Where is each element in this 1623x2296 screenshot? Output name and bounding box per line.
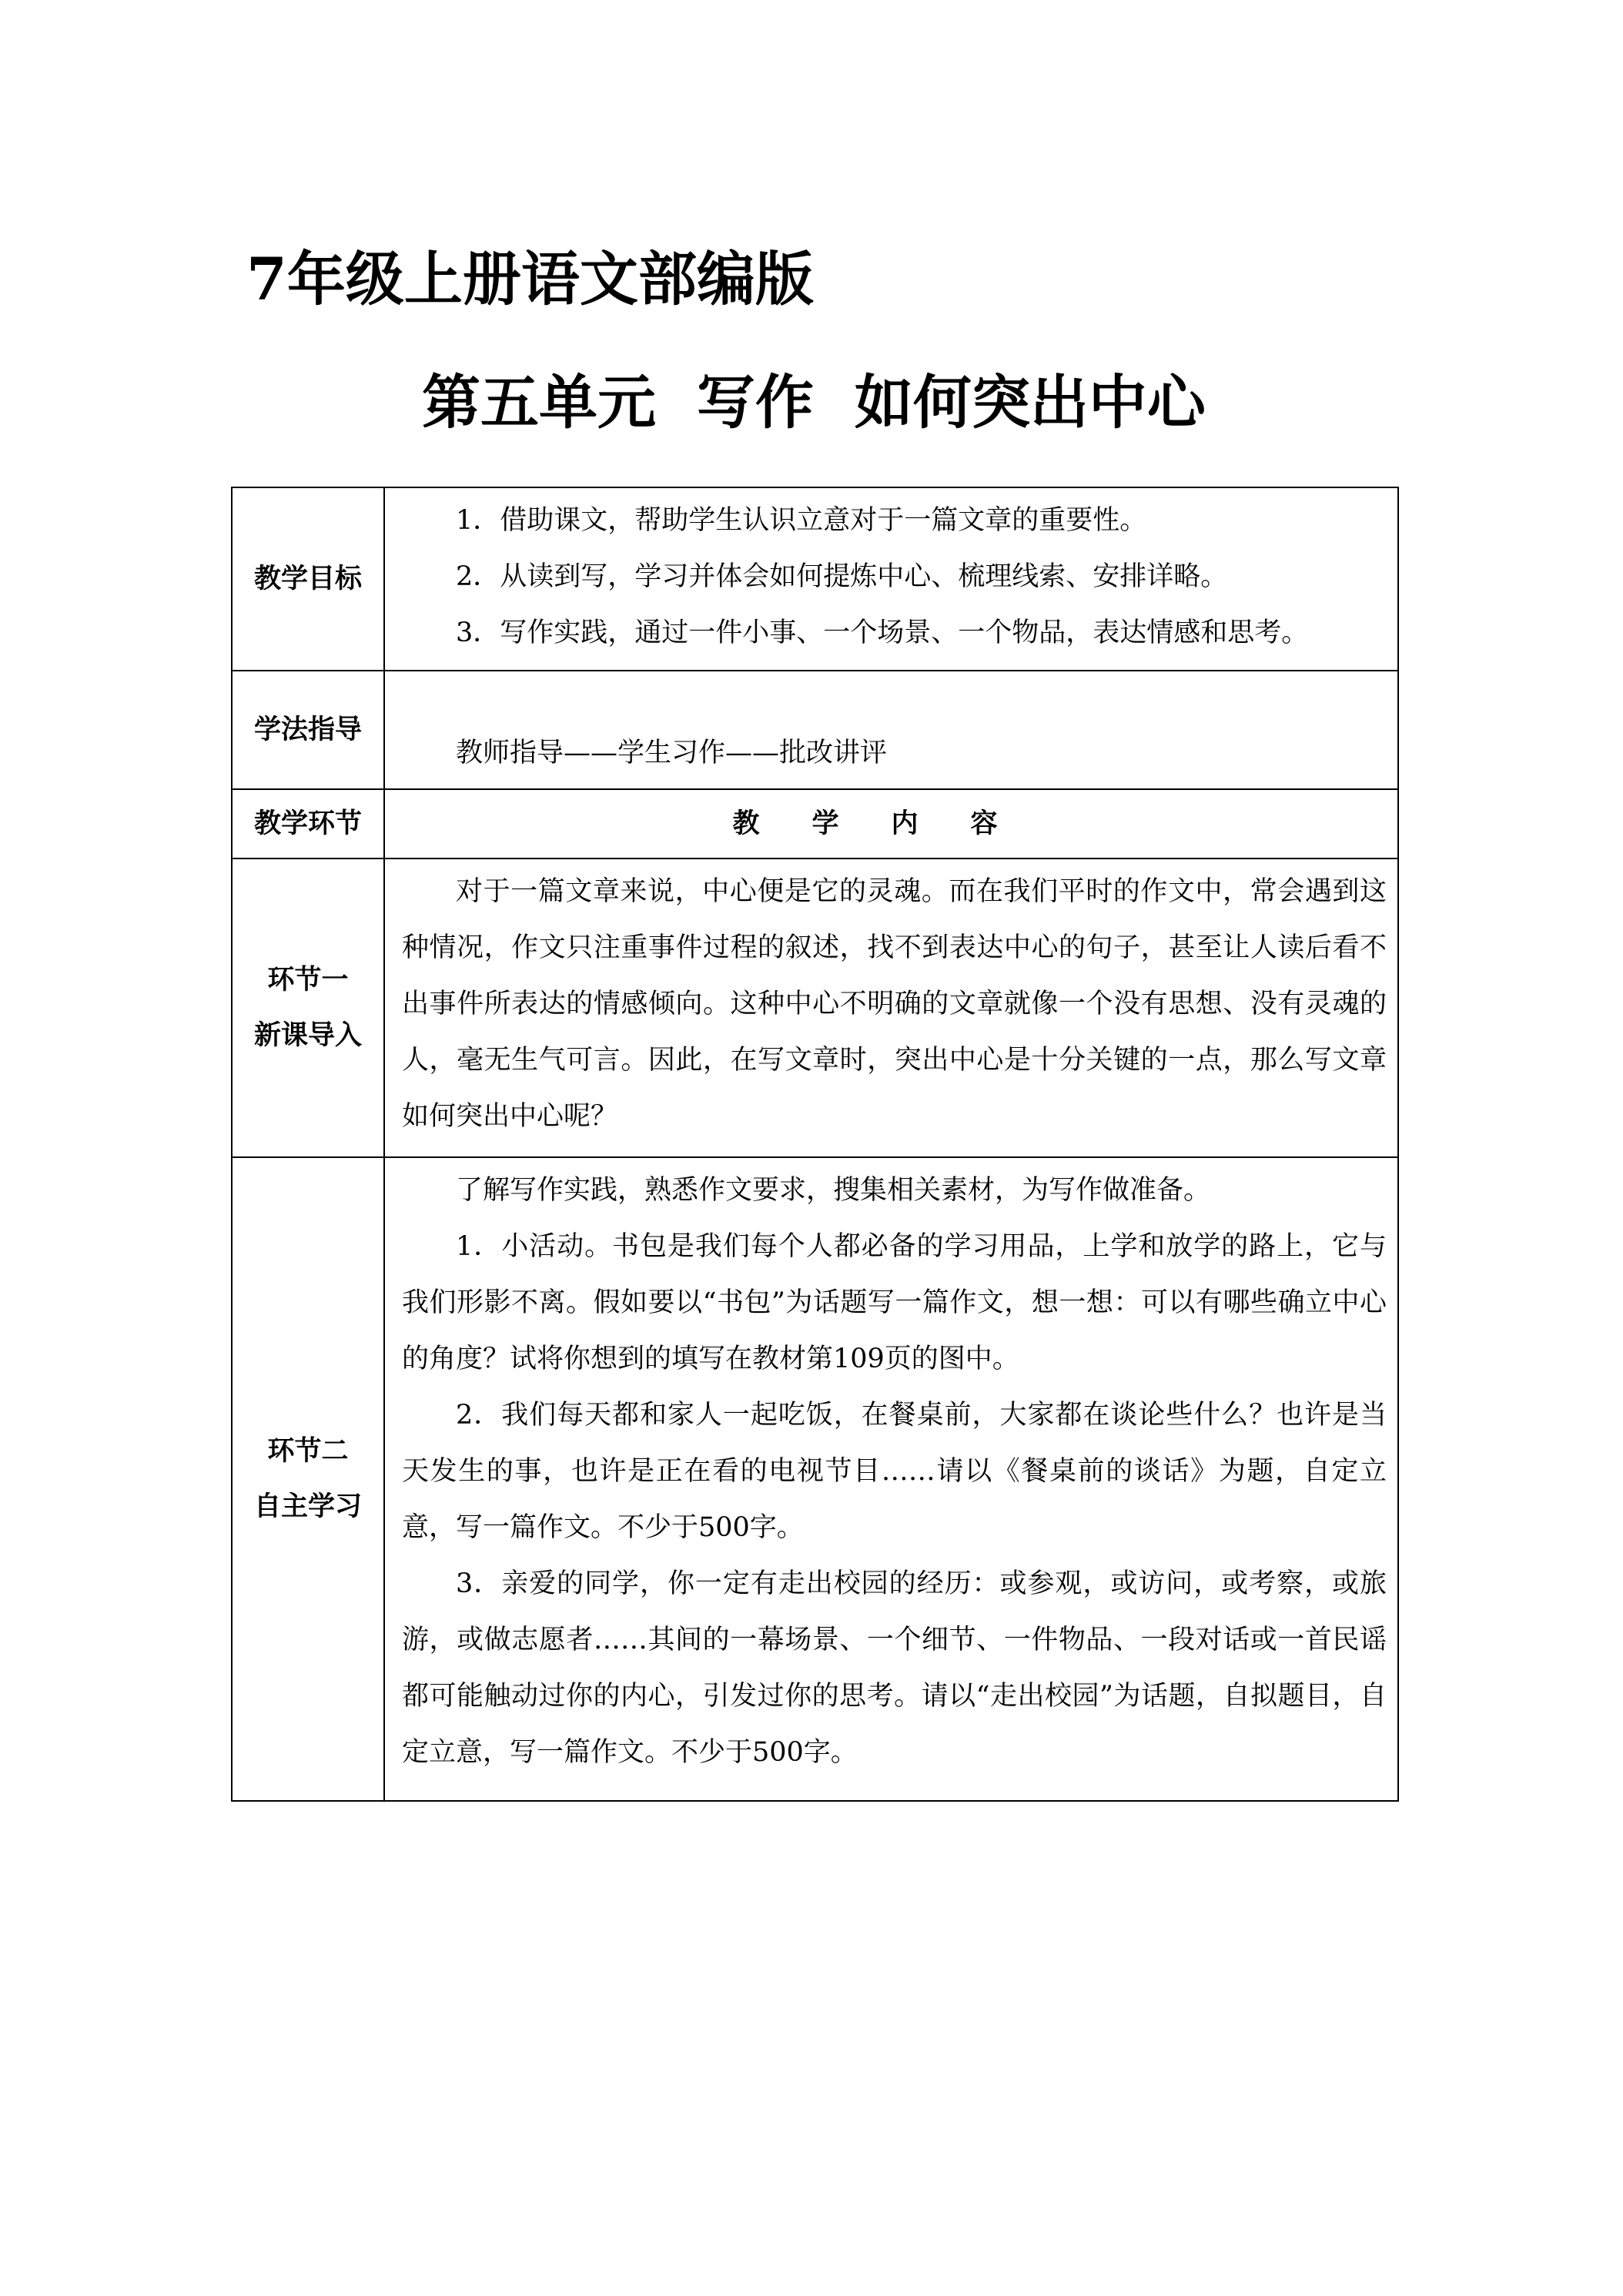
lesson-plan-table bbox=[231, 487, 1399, 1802]
document-grade-title: 7年级上册语文部编版 bbox=[246, 245, 814, 313]
step-2-intro-paragraph: 了解写作实践，熟悉作文要求，搜集相关素材，为写作做准备。 bbox=[456, 1175, 1211, 1206]
teaching-goals-cell bbox=[384, 487, 1398, 671]
step-1-number: 环节一 bbox=[267, 964, 349, 996]
goal-item-2: 2．从读到写，学习并体会如何提炼中心、梳理线索、安排详略。 bbox=[456, 561, 1228, 592]
row-label-step-2 bbox=[232, 1157, 384, 1801]
step-1-name: 新课导入 bbox=[253, 1019, 362, 1051]
step-2-task-2: 2．我们每天都和家人一起吃饭，在餐桌前，大家都在谈论些什么？也许是当天发生的事，也许是正在看的电视节目……请以《餐桌前的谈话》为题，自定立意，写一篇作文。不少于500字。 bbox=[402, 1400, 1387, 1543]
document-unit-title: 第五单元 写作 如何突出中心 bbox=[422, 368, 1206, 437]
table-row-heading bbox=[232, 789, 1398, 858]
column-label-teaching-step: 教学环节 bbox=[232, 789, 384, 858]
goal-item-3: 3．写作实践，通过一件小事、一个场景、一个物品，表达情感和思考。 bbox=[456, 618, 1309, 648]
row-label-step-1 bbox=[232, 858, 384, 1157]
step-1-content-cell bbox=[384, 858, 1398, 1157]
method-guide-text: 教师指导——学生习作——批改讲评 bbox=[456, 738, 888, 768]
step-2-name: 自主学习 bbox=[253, 1491, 362, 1522]
goal-item-1: 1．借助课文，帮助学生认识立意对于一篇文章的重要性。 bbox=[456, 505, 1147, 536]
step-2-number: 环节二 bbox=[267, 1435, 349, 1467]
table-row-teaching-goals bbox=[232, 487, 1398, 671]
row-label-method-guide: 学法指导 bbox=[232, 671, 384, 789]
table-row-step-1 bbox=[232, 858, 1398, 1157]
column-label-teaching-content: 教学内容 bbox=[384, 789, 1398, 858]
step-1-paragraph: 对于一篇文章来说，中心便是它的灵魂。而在我们平时的作文中，常会遇到这种情况，作文只注重事件过程的叙述，找不到表达中心的句子，甚至让人读后看不出事件所表达的情感倾向。这种中心不明确的文章就像一个没有思想、没有灵魂的人，毫无生气可言。因此，在写文章时，突出中心是十分关键的一点，那么写文章如何突出中心呢？ bbox=[402, 876, 1387, 1132]
table-row-method-guide bbox=[232, 671, 1398, 789]
method-guide-cell bbox=[384, 671, 1398, 789]
step-2-task-1: 1．小活动。书包是我们每个人都必备的学习用品，上学和放学的路上，它与我们形影不离。假如要以“书包”为话题写一篇作文，想一想：可以有哪些确立中心的角度？试将你想到的填写在教材第109页的图中。 bbox=[402, 1231, 1387, 1374]
step-2-task-3: 3．亲爱的同学，你一定有走出校园的经历：或参观，或访问，或考察，或旅游，或做志愿者……其间的一幕场景、一个细节、一件物品、一段对话或一首民谣都可能触动过你的内心，引发过你的思考。请以“走出校园”为话题，自拟题目，自定立意，写一篇作文。不少于500字。 bbox=[402, 1568, 1387, 1768]
row-label-teaching-goals: 教学目标 bbox=[232, 487, 384, 671]
step-2-content-cell bbox=[384, 1157, 1398, 1801]
table-row-step-2 bbox=[232, 1157, 1398, 1801]
